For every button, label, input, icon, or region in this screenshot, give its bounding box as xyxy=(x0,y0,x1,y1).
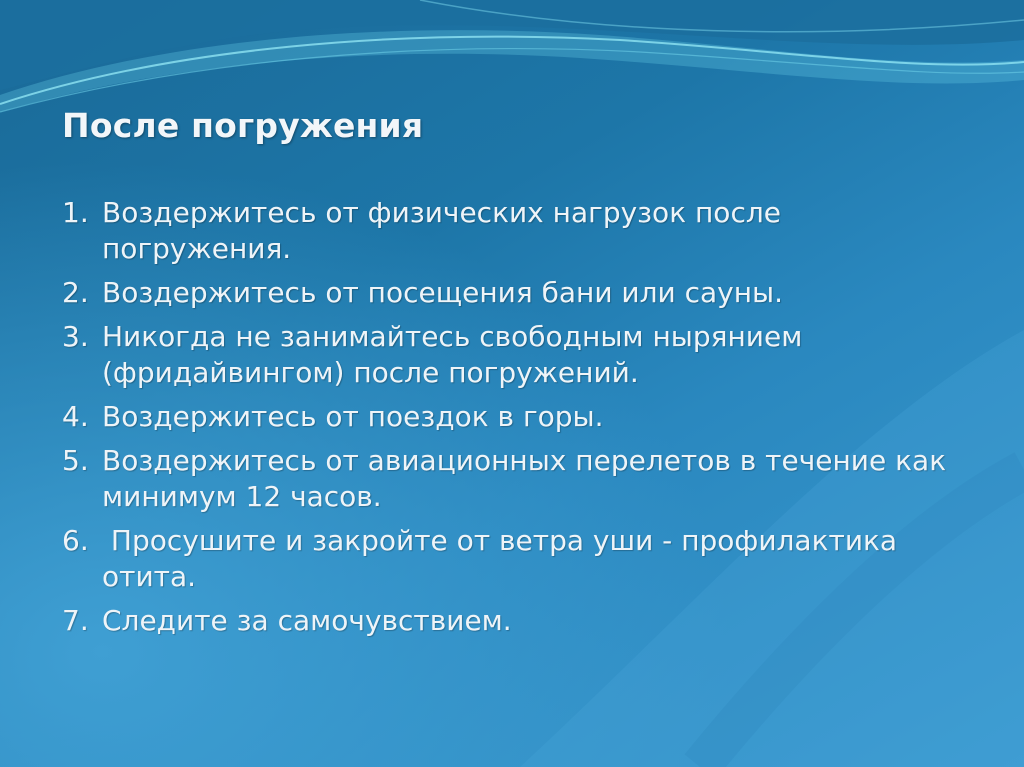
advice-list xyxy=(62,195,962,647)
list-item-text: Никогда не занимайтесь свободным нырянием (фридайвингом) после погружений. xyxy=(102,320,812,389)
list-item-number: 6. xyxy=(62,524,89,557)
list-item xyxy=(62,275,962,311)
list-item-text: Воздержитесь от физических нагрузок после погружения. xyxy=(102,196,790,265)
list-item xyxy=(62,523,962,595)
list-item-number: 1. xyxy=(62,196,89,229)
list-item-number: 3. xyxy=(62,320,89,353)
list-item-number: 4. xyxy=(62,400,89,433)
list-item-text: Воздержитесь от посещения бани или сауны. xyxy=(102,276,784,309)
list-item xyxy=(62,399,962,435)
list-item-text: Следите за самочувствием. xyxy=(102,604,512,637)
list-item xyxy=(62,319,962,391)
list-item-number: 5. xyxy=(62,444,89,477)
list-item-text: Воздержитесь от поездок в горы. xyxy=(102,400,604,433)
list-item-number: 7. xyxy=(62,604,89,637)
list-item xyxy=(62,443,962,515)
list-item-text: Воздержитесь от авиационных перелетов в течение как минимум 12 часов. xyxy=(102,444,956,513)
list-item-number: 2. xyxy=(62,276,89,309)
list-item xyxy=(62,603,962,639)
list-item xyxy=(62,195,962,267)
list-item-text: Просушите и закройте от ветра уши - профилактика отита. xyxy=(102,524,906,593)
slide-title: После погружения xyxy=(62,106,424,145)
